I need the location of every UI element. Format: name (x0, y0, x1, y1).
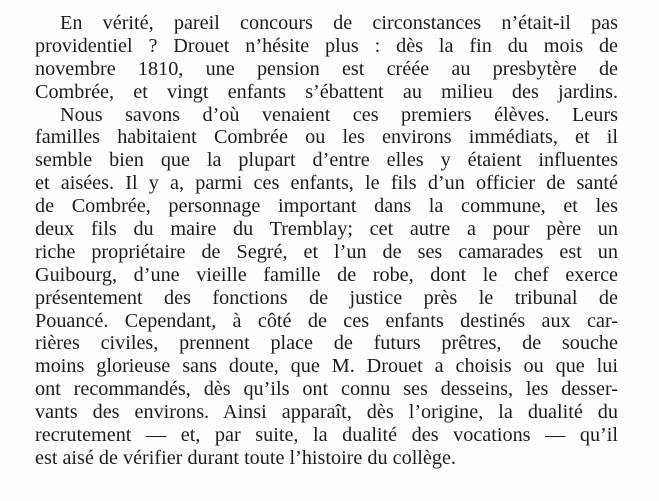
text-line: recrutement — et, par suite, la dualité des vocations — qu’il (35, 424, 618, 447)
text-line: présentement des fonctions de justice près le tribunal de (35, 286, 618, 309)
text-line: novembre 1810, une pension est créée au presbytère de (35, 57, 618, 80)
text-line: semble bien que la plupart d’entre elles y étaient influentes (35, 149, 618, 172)
text-line: rières civiles, prennent place de futurs prêtres, de souche (35, 332, 618, 355)
paragraph-2 (35, 104, 618, 470)
text-line: deux fils du maire du Tremblay; cet autre a pour père un (35, 218, 618, 241)
text-line: Nous savons d’où venaient ces premiers élèves. Leurs (60, 103, 618, 126)
text-line: de Combrée, personnage important dans la commune, et les (35, 195, 618, 218)
text-line: Pouancé. Cependant, à côté de ces enfants destinés aux car- (35, 309, 618, 332)
text-line: ont recommandés, dès qu’ils ont connu ses desseins, les desser- (35, 378, 618, 401)
text-line: moins glorieuse sans doute, que M. Drouet a choisis ou que lui (35, 355, 618, 378)
text-line: Guibourg, d’une vieille famille de robe, dont le chef exerce (35, 263, 618, 286)
text-line: providentiel ? Drouet n’hésite plus : dès la fin du mois de (35, 34, 618, 57)
text-line: familles habitaient Combrée ou les environs immédiats, et il (35, 126, 618, 149)
text-line: Combrée, et vingt enfants s’ébattent au milieu des jardins. (35, 80, 618, 103)
document-page (35, 12, 618, 470)
text-line: vants des environs. Ainsi apparaît, dès l’origine, la dualité du (35, 401, 618, 424)
text-line: riche propriétaire de Segré, et l’un de ses camarades est un (35, 240, 618, 263)
text-line: est aisé de vérifier durant toute l’histoire du collège. (35, 446, 456, 469)
text-line: et aisées. Il y a, parmi ces enfants, le fils d’un officier de santé (35, 172, 618, 195)
text-line: En vérité, pareil concours de circonstances n’était-il pas (60, 12, 618, 34)
paragraph-1 (35, 12, 618, 104)
